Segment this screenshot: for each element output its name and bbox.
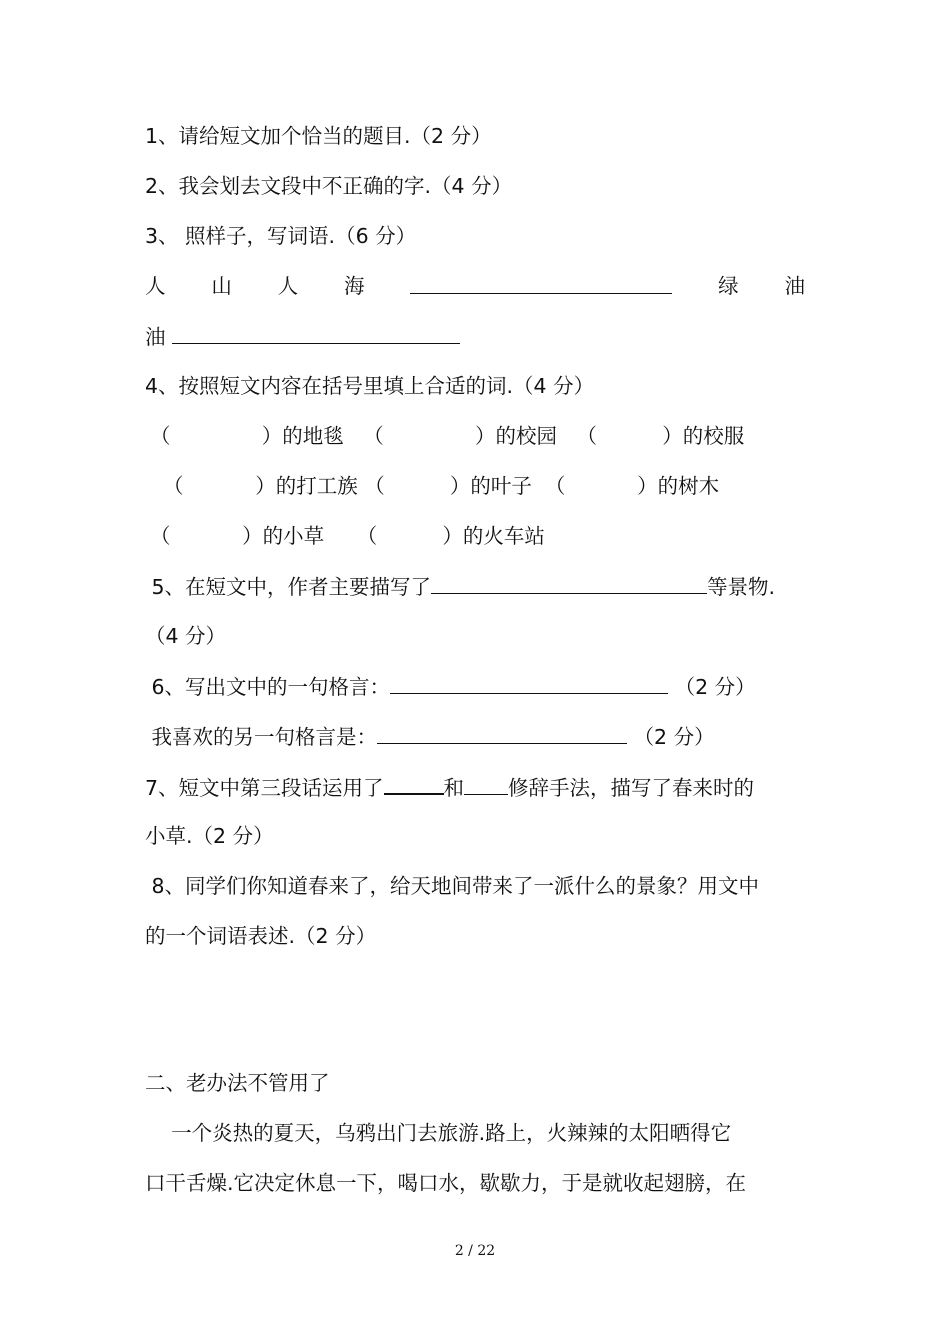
answer-blank[interactable]	[410, 271, 672, 294]
question-2: 2、我会划去文段中不正确的字.（4 分）	[145, 174, 513, 198]
question-7-text: 7、短文中第三段话运用了	[145, 776, 384, 800]
question-3-answer-row-1	[145, 271, 805, 301]
question-6b-score: （2 分）	[633, 725, 715, 749]
question-6	[145, 671, 756, 702]
question-6-score: （2 分）	[674, 675, 756, 699]
question-6b-text: 我喜欢的另一句格言是：	[145, 725, 378, 749]
question-8: 8、同学们你知道春来了，给天地间带来了一派什么的景象？用文中	[145, 874, 760, 898]
example-char: 人	[277, 274, 299, 298]
question-7-suffix: 修辞手法，描写了春来时的	[508, 776, 755, 800]
question-5-score: （4 分）	[145, 624, 227, 648]
answer-blank[interactable]	[377, 721, 627, 744]
question-4-row-3: （ ）的小草 （ ）的火车站	[150, 524, 545, 548]
answer-blank[interactable]	[464, 772, 508, 795]
question-5	[145, 571, 775, 602]
question-7-mid: 和	[443, 776, 465, 800]
question-1: 1、请给短文加个恰当的题目.（2 分）	[145, 124, 492, 148]
question-7-line-2: 小草.（2 分）	[145, 824, 274, 848]
question-6b	[145, 721, 715, 752]
answer-blank[interactable]	[431, 571, 707, 594]
example-char: 油	[784, 274, 805, 298]
example-char: 绿	[718, 274, 739, 298]
question-6-text: 6、写出文中的一句格言：	[145, 675, 391, 699]
question-8-line-2: 的一个词语表述.（2 分）	[145, 924, 377, 948]
section-2-title: 二、老办法不管用了	[145, 1071, 330, 1095]
section-2-paragraph-line-1: 一个炎热的夏天，乌鸦出门去旅游.路上，火辣辣的太阳晒得它	[145, 1121, 732, 1145]
example-char: 海	[343, 274, 365, 298]
page-number: 2 / 22	[454, 1243, 496, 1259]
question-4: 4、按照短文内容在括号里填上合适的词.（4 分）	[145, 374, 595, 398]
example-char: 山	[211, 274, 232, 298]
question-3-answer-row-2	[145, 321, 460, 352]
example-char: 油	[145, 325, 166, 349]
question-5-suffix: 等景物.	[707, 575, 776, 599]
question-5-text: 5、在短文中，作者主要描写了	[145, 575, 432, 599]
example-char: 人	[145, 274, 166, 298]
answer-blank[interactable]	[172, 321, 460, 344]
question-4-row-1: （ ）的地毯 （ ）的校园 （ ）的校服	[150, 424, 745, 448]
question-4-row-2: （ ）的打工族 （ ）的叶子 （ ）的树木	[150, 474, 720, 498]
section-2-paragraph-line-2: 口干舌燥.它决定休息一下，喝口水，歇歇力，于是就收起翅膀，在	[145, 1171, 747, 1195]
question-7	[145, 771, 754, 803]
answer-blank[interactable]	[384, 771, 444, 795]
answer-blank[interactable]	[390, 671, 668, 694]
question-3: 3、 照样子，写词语.（6 分）	[145, 224, 417, 248]
